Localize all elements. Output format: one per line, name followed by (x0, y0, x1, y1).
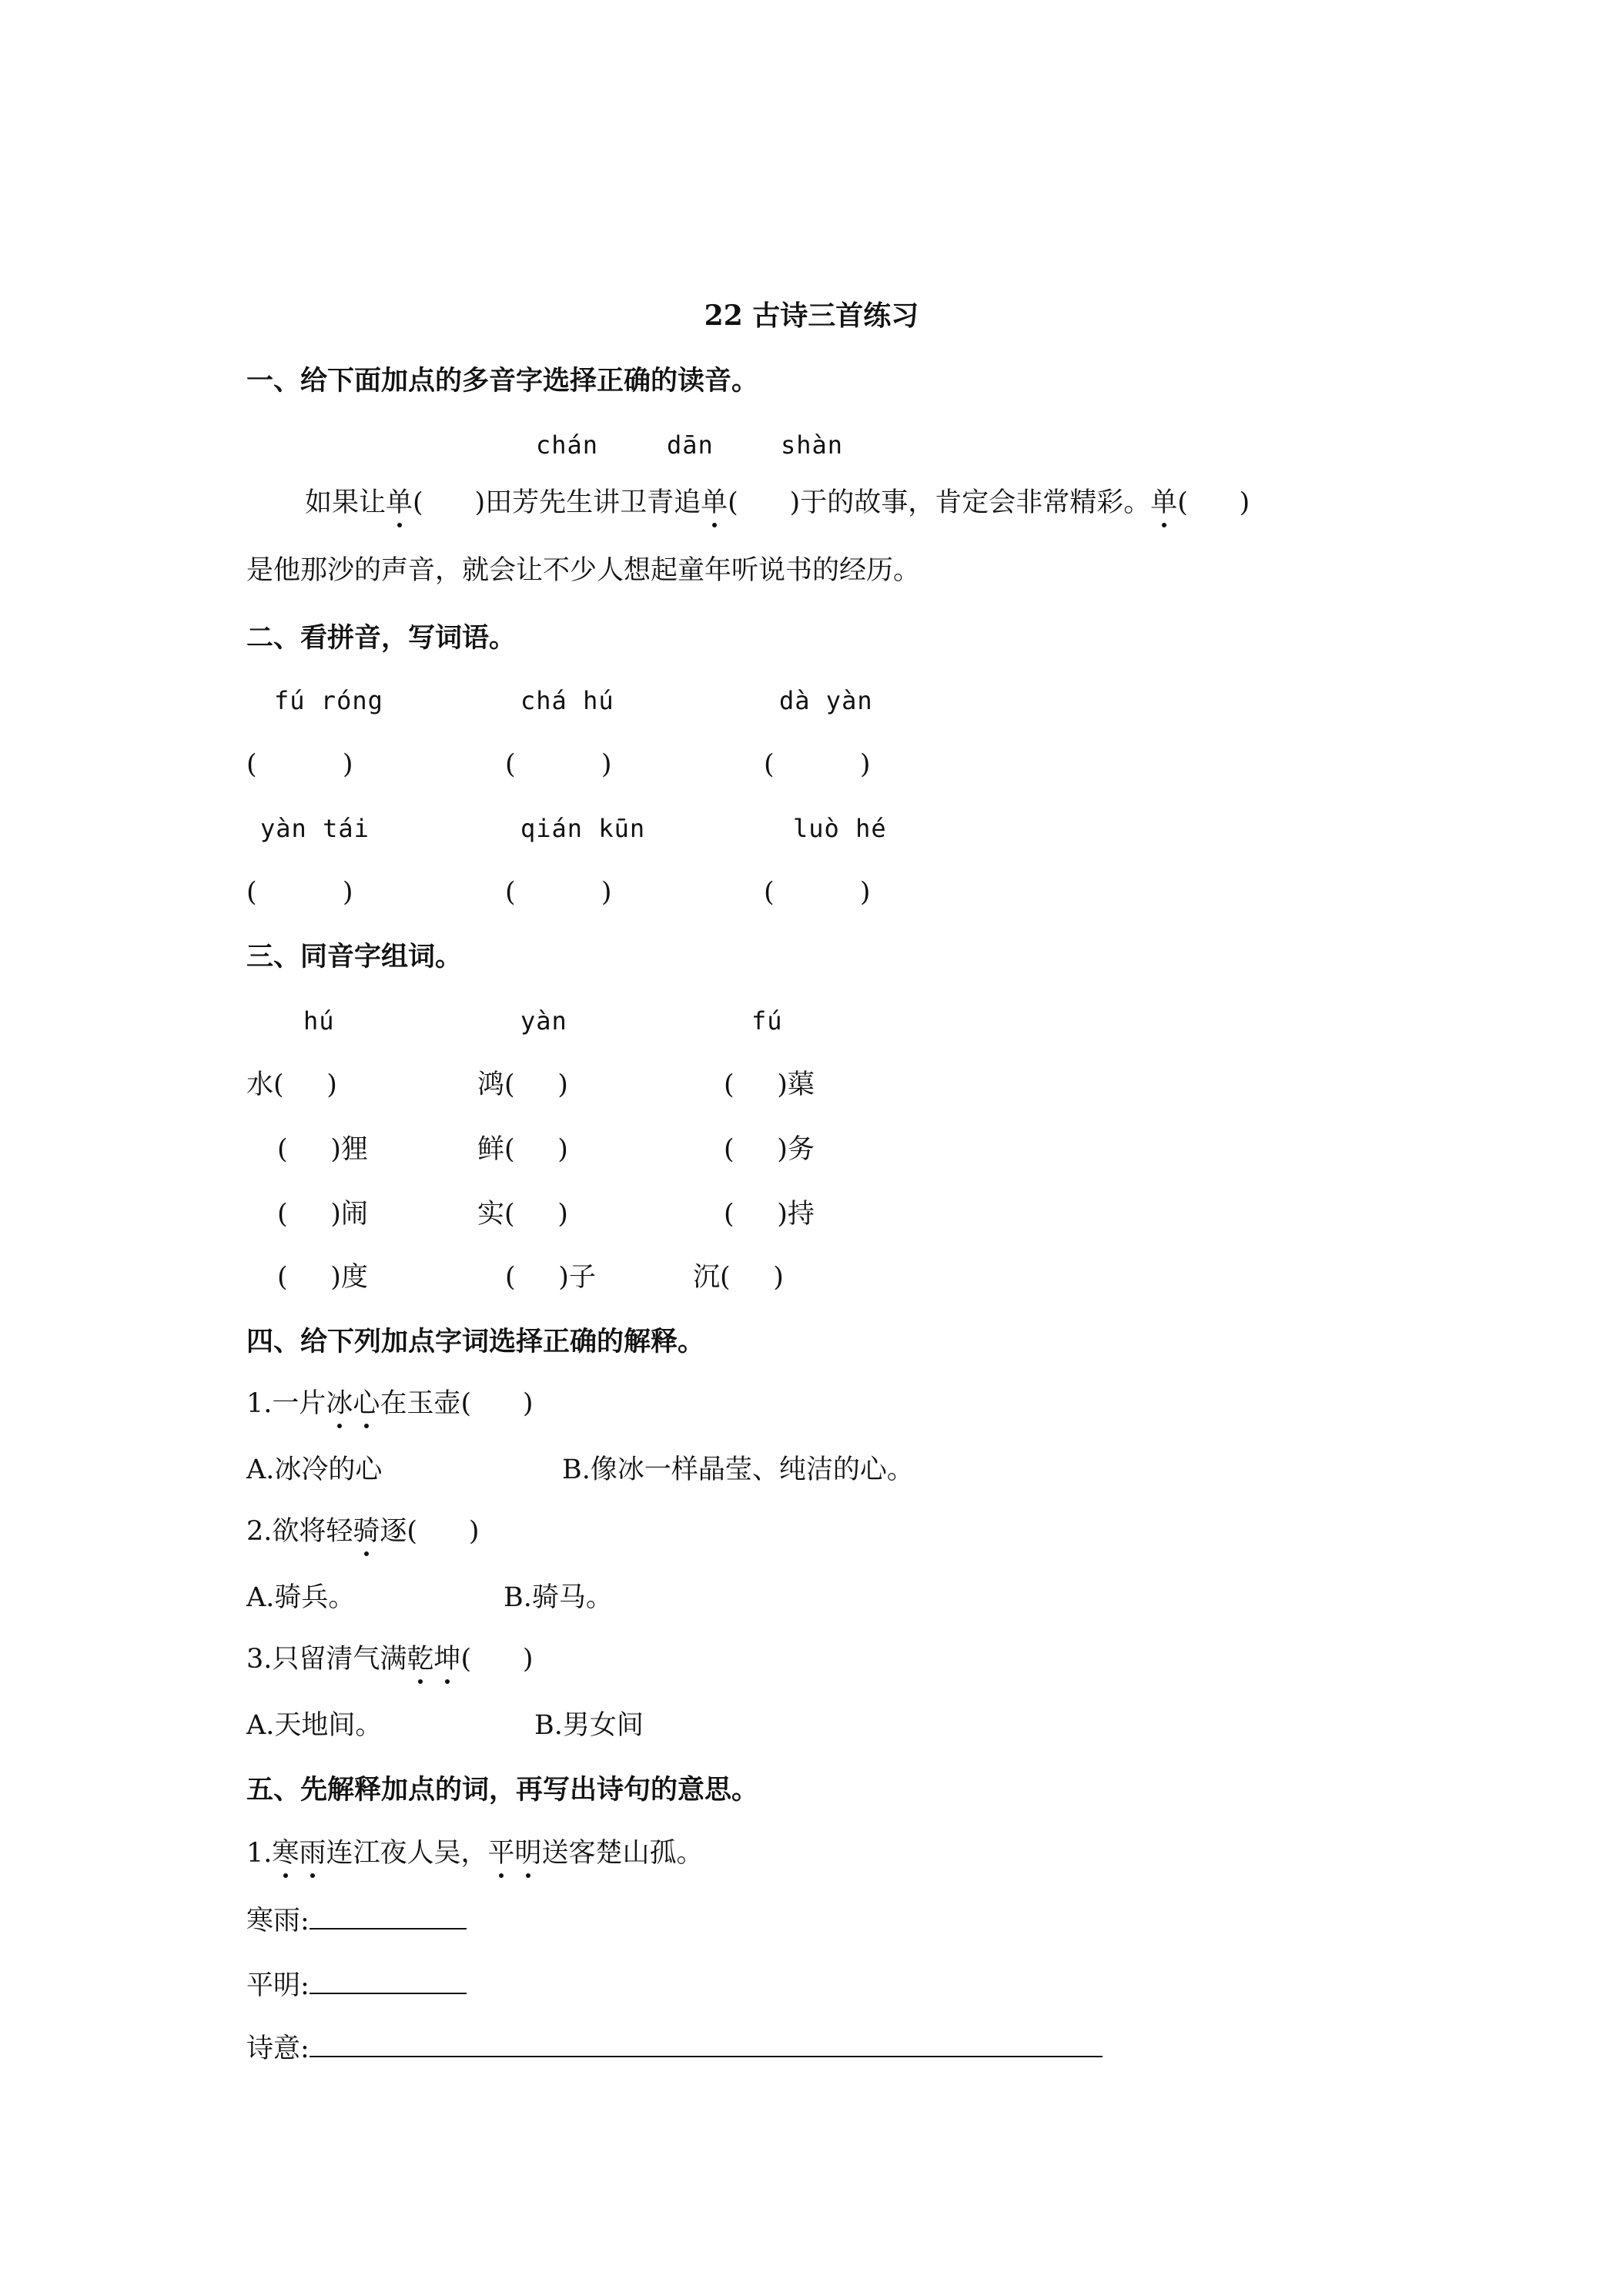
q5-answer-row-3 (246, 2033, 1103, 2063)
dotted-char: 明 (514, 1838, 542, 1869)
q4-option-b: B.像冰一样晶莹、纯洁的心。 (562, 1454, 914, 1485)
q2-pinyin-2: chá hú (520, 686, 614, 715)
q5-text: 送客楚山孤。 (541, 1838, 704, 1869)
q4-question-2 (246, 1518, 480, 1545)
q2-answer-blank[interactable]: ( ) (505, 749, 612, 780)
answer-line[interactable] (310, 2033, 1103, 2057)
q2-pinyin-5: qián kūn (520, 814, 646, 843)
q3-item[interactable]: ( )蕖 (724, 1069, 815, 1100)
dotted-char: 心 (353, 1388, 380, 1419)
q4-option-b: B.男女间 (534, 1710, 644, 1741)
q1-text: 如果让 (305, 487, 387, 518)
q3-item[interactable]: 沉( ) (693, 1262, 784, 1293)
q2-answer-blank[interactable]: ( ) (246, 749, 353, 780)
q2-answer-blank[interactable]: ( ) (246, 877, 353, 908)
q4-answer-blank[interactable]: 逐( ) (380, 1516, 480, 1547)
q1-answer-blank[interactable]: ( ) (1177, 487, 1250, 518)
q5-text: 连江夜人吴， (326, 1838, 488, 1869)
q1-sentence-line-1 (305, 487, 1250, 518)
q2-pinyin-6: luò hé (793, 814, 887, 843)
page-title: 22 古诗三首练习 (704, 300, 919, 332)
q1-sentence-line-2: 是他那沙的声音，就会让不少人想起童年听说书的经历。 (246, 555, 921, 586)
section-3-heading: 三、同音字组词。 (246, 942, 463, 972)
q3-item[interactable]: 鸿( ) (477, 1069, 568, 1100)
dotted-char: 寒 (272, 1838, 300, 1869)
dotted-char: 冰 (326, 1388, 353, 1419)
q1-option-1: chán (536, 430, 599, 460)
q3-item[interactable]: ( )持 (724, 1199, 815, 1230)
q1-text: ( )田芳先生讲卫青追 (413, 487, 701, 518)
dotted-char: 骑 (353, 1516, 380, 1547)
q1-option-3: shàn (781, 430, 844, 460)
q4-option-b: B.骑马。 (504, 1582, 613, 1613)
q5-label: 寒雨: (246, 1906, 310, 1936)
q3-item[interactable]: ( )务 (724, 1134, 815, 1165)
q4-text: 3.只留清气满 (246, 1644, 407, 1675)
q5-label: 平明: (246, 1970, 310, 2001)
q3-item[interactable]: ( )度 (277, 1262, 368, 1293)
section-1-heading: 一、给下面加点的多音字选择正确的读音。 (246, 366, 759, 397)
dotted-char: 单 (701, 487, 728, 518)
q3-item[interactable]: 水( ) (246, 1069, 337, 1100)
q4-answer-blank[interactable]: 在玉壶( ) (380, 1388, 534, 1419)
q3-item[interactable]: ( )子 (505, 1262, 596, 1293)
q2-answer-blank[interactable]: ( ) (764, 877, 871, 908)
q2-answer-blank[interactable]: ( ) (764, 749, 871, 780)
dotted-char: 单 (386, 487, 413, 518)
q2-pinyin-1: fú róng (274, 686, 383, 715)
q5-answer-row-1 (246, 1905, 467, 1935)
q2-answer-blank[interactable]: ( ) (505, 877, 612, 908)
answer-line[interactable] (310, 1970, 467, 1994)
q3-pinyin-1: hú (303, 1006, 335, 1036)
dotted-char: 单 (1150, 487, 1178, 518)
dotted-char: 乾 (407, 1644, 434, 1675)
dotted-char: 雨 (299, 1838, 326, 1869)
q4-option-a: A.骑兵。 (246, 1582, 356, 1613)
q4-option-a: A.天地间。 (246, 1710, 383, 1741)
q5-poem-line (246, 1840, 704, 1867)
section-2-heading: 二、看拼音，写词语。 (246, 623, 517, 654)
q2-pinyin-3: dà yàn (779, 686, 873, 715)
q4-question-1 (246, 1388, 534, 1419)
dotted-char: 坤 (433, 1644, 461, 1675)
q4-text: 2.欲将轻 (246, 1516, 353, 1547)
q1-text: ( )于的故事，肯定会非常精彩。 (728, 487, 1151, 518)
q5-answer-row-2 (246, 1970, 467, 2000)
q2-pinyin-4: yàn tái (260, 814, 370, 843)
q5-label: 诗意: (246, 2033, 310, 2064)
answer-line[interactable] (310, 1905, 467, 1930)
q4-option-a: A.冰冷的心 (246, 1454, 383, 1485)
q5-text: 1. (246, 1838, 273, 1869)
q3-item[interactable]: 鲜( ) (477, 1134, 568, 1165)
q4-text: 1.一片 (246, 1388, 326, 1419)
q3-item[interactable]: 实( ) (477, 1199, 568, 1230)
q3-item[interactable]: ( )狸 (277, 1134, 368, 1165)
q1-option-2: dān (667, 430, 714, 460)
section-5-heading: 五、先解释加点的词，再写出诗句的意思。 (246, 1775, 759, 1806)
q3-pinyin-2: yàn (520, 1006, 567, 1036)
q3-pinyin-3: fú (751, 1006, 783, 1036)
section-4-heading: 四、给下列加点字词选择正确的解释。 (246, 1327, 705, 1357)
dotted-char: 平 (487, 1838, 515, 1869)
q4-answer-blank[interactable]: ( ) (460, 1644, 534, 1675)
q4-question-3 (246, 1646, 534, 1673)
q3-item[interactable]: ( )闹 (277, 1199, 368, 1230)
